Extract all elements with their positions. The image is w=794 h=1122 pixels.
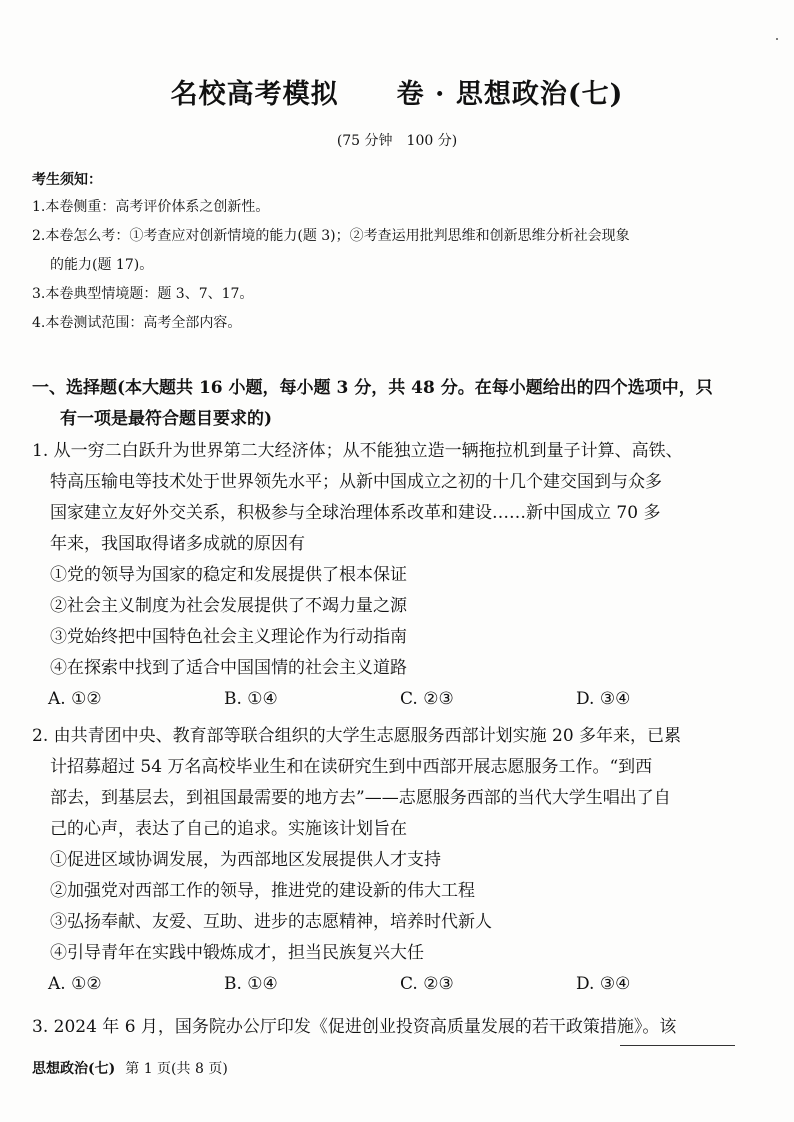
option-d: D. ③④ bbox=[576, 974, 631, 994]
option-a: A. ①② bbox=[48, 974, 102, 994]
statement-item: ①党的领导为国家的稳定和发展提供了根本保证 bbox=[50, 565, 407, 585]
statement-item: ④引导青年在实践中锻炼成才，担当民族复兴大任 bbox=[50, 943, 424, 963]
footer-page-number: 第 1 页(共 8 页) bbox=[125, 1061, 228, 1077]
question-stem-line: 计招募超过 54 万名高校毕业生和在读研究生到中西部开展志愿服务工作。“到西 bbox=[50, 757, 653, 777]
notice-item: 2.本卷怎么考：①考查应对创新情境的能力(题 3)；②考查运用批判思维和创新思维分析社会现象 bbox=[32, 228, 630, 244]
answer-options bbox=[32, 684, 777, 715]
scan-underline bbox=[620, 1045, 735, 1046]
option-a: A. ①② bbox=[48, 689, 102, 709]
footer-subject: 思想政治(七) bbox=[32, 1061, 116, 1077]
question-2 bbox=[32, 721, 777, 1000]
option-d: D. ③④ bbox=[576, 689, 631, 709]
exam-duration-score: (75 分钟 100 分) bbox=[336, 133, 458, 149]
exam-title-left: 名校高考模拟 bbox=[170, 79, 339, 110]
statement-item: ③党始终把中国特色社会主义理论作为行动指南 bbox=[50, 627, 407, 647]
question-stem-line: 2. 由共青团中央、教育部等联合组织的大学生志愿服务西部计划实施 20 多年来，已累 bbox=[32, 726, 682, 746]
statement-item: ④在探索中找到了适合中国国情的社会主义道路 bbox=[50, 658, 407, 678]
page-footer bbox=[32, 1058, 228, 1078]
statement-item: ②社会主义制度为社会发展提供了不竭力量之源 bbox=[50, 596, 407, 616]
statement-item: ②加强党对西部工作的领导，推进党的建设新的伟大工程 bbox=[50, 881, 475, 901]
answer-options bbox=[32, 969, 777, 1000]
question-1 bbox=[32, 436, 777, 715]
statement-item: ③弘扬奉献、友爱、互助、进步的志愿精神，培养时代新人 bbox=[50, 912, 492, 932]
question-stem-line: 部去，到基层去，到祖国最需要的地方去”——志愿服务西部的当代大学生唱出了自 bbox=[50, 788, 671, 808]
notice-heading: 考生须知： bbox=[32, 172, 102, 188]
notice-item: 1.本卷侧重：高考评价体系之创新性。 bbox=[32, 199, 270, 215]
option-b: B. ①④ bbox=[224, 974, 278, 994]
notice-item-continuation: 的能力(题 17)。 bbox=[50, 257, 154, 273]
section-heading bbox=[32, 373, 777, 435]
option-c: C. ②③ bbox=[400, 974, 454, 994]
question-stem-line: 3. 2024 年 6 月，国务院办公厅印发《促进创业投资高质量发展的若干政策措施》。该 bbox=[32, 1017, 677, 1037]
section-heading-line: 有一项是最符合题目要求的) bbox=[60, 409, 273, 429]
question-stem-line: 特高压输电等技术处于世界领先水平；从新中国成立之初的十几个建交国到与众多 bbox=[50, 472, 662, 492]
scan-speck bbox=[776, 38, 778, 40]
option-b: B. ①④ bbox=[224, 689, 278, 709]
option-c: C. ②③ bbox=[400, 689, 454, 709]
question-stem-line: 年来，我国取得诸多成就的原因有 bbox=[50, 534, 305, 554]
exam-title bbox=[0, 72, 794, 111]
question-3 bbox=[32, 1012, 777, 1043]
question-stem-line: 国家建立友好外交关系，积极参与全球治理体系改革和建设……新中国成立 70 多 bbox=[50, 503, 661, 523]
question-stem-line: 己的心声，表达了自己的追求。实施该计划旨在 bbox=[50, 819, 407, 839]
question-stem-line: 1. 从一穷二白跃升为世界第二大经济体；从不能独立造一辆拖拉机到量子计算、高铁、 bbox=[32, 441, 683, 461]
statement-item: ①促进区域协调发展，为西部地区发展提供人才支持 bbox=[50, 850, 441, 870]
candidate-notice bbox=[32, 167, 772, 338]
notice-item: 3.本卷典型情境题：题 3、7、17。 bbox=[32, 286, 254, 302]
section-heading-line: 一、选择题(本大题共 16 小题，每小题 3 分，共 48 分。在每小题给出的四个选项中，只 bbox=[32, 378, 713, 398]
notice-item: 4.本卷测试范围：高考全部内容。 bbox=[32, 315, 242, 331]
exam-title-right: 卷 · 思想政治(七) bbox=[396, 79, 624, 110]
